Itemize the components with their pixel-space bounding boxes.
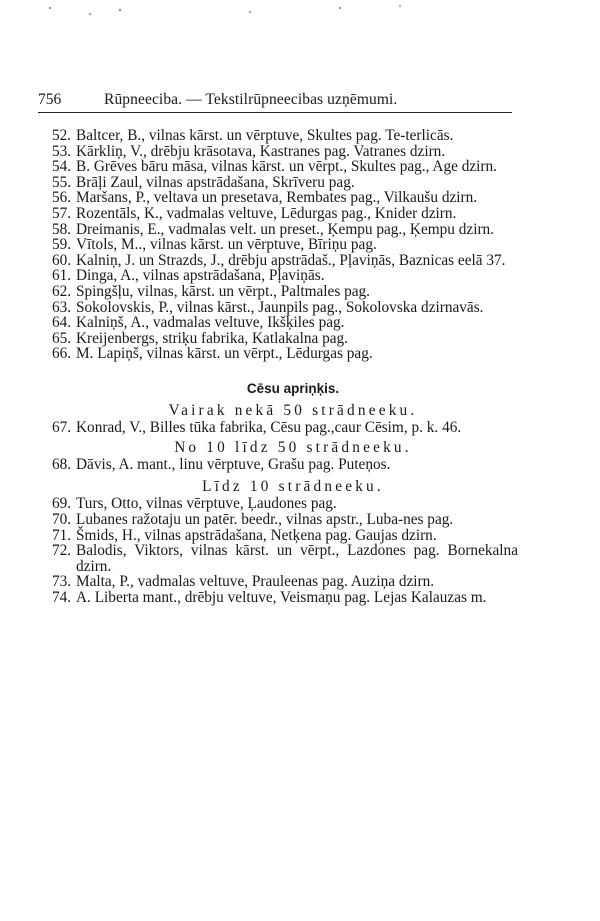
list-item [38, 346, 518, 362]
entry-number: 74. [52, 589, 72, 607]
entry-text: Kārkliņ, V., drēbju krāsotava, Kastranes pag. Vatranes dzirn. [76, 142, 446, 160]
subheading-over-50: Vairak nekā 50 strādneeku. [168, 401, 418, 419]
entry-number: 59. [52, 236, 72, 254]
entry-list-10-to-50 [38, 457, 518, 473]
entry-number: 65. [52, 329, 72, 347]
list-item [38, 512, 518, 528]
entry-number: 55. [52, 173, 72, 191]
page-number: 756 [38, 91, 62, 108]
entry-number: 56. [52, 189, 72, 207]
entry-number: 64. [52, 314, 72, 332]
entry-number: 68. [52, 456, 72, 474]
entry-number: 67. [52, 419, 72, 437]
entry-number: 61. [52, 267, 72, 285]
entry-list-up-to-10 [38, 496, 518, 605]
list-item [38, 457, 518, 473]
entry-text: B. Grēves bāru māsa, vilnas kārst. un vērpt., Skultes pag., Age dzirn. [76, 158, 498, 176]
entry-list-riga-district [38, 128, 518, 362]
entry-number: 62. [52, 282, 72, 300]
entry-text: Brāļi Zaul, vilnas apstrādašana, Skrīveru pag. [76, 173, 355, 191]
entry-text: Spingšļu, vilnas, kārst. un vērpt., Paltmales pag. [76, 282, 371, 300]
entry-number: 73. [52, 573, 72, 591]
section-heading: Cēsu apriņķis. [246, 380, 340, 396]
entry-text: Lubanes ražotaju un patēr. beedr., vilnas apstr., Luba-nes pag. [76, 511, 454, 529]
entry-text: M. Lapiņš, vilnas kārst. un vērpt., Lēdurgas pag. [76, 345, 373, 363]
page-content [38, 128, 518, 606]
entry-number: 58. [52, 220, 72, 238]
entry-text: Šmids, H., vilnas apstrādašana, Netķena pag. Gaujas dzirn. [76, 526, 437, 544]
list-item [38, 175, 518, 191]
entry-text: Turs, Otto, vilnas vērptuve, Ļaudones pag. [76, 495, 337, 513]
entry-text: Vītols, M.., vilnas kārst. un vērptuve, Bīriņu pag. [76, 236, 377, 254]
running-title: Rūpneeciba. — Tekstilrūpneecibas uzņēmumi. [104, 91, 398, 108]
list-item [38, 237, 518, 253]
list-item [38, 206, 518, 222]
list-item [38, 253, 518, 269]
list-item [38, 590, 518, 606]
list-item [38, 222, 518, 238]
entry-number: 69. [52, 495, 72, 513]
entry-text: Kalniņ, J. un Strazds, J., drēbju apstrādaš., Pļaviņās, Baznicas eelā 37. [76, 251, 506, 269]
entry-number: 70. [52, 511, 72, 529]
list-item [38, 300, 518, 316]
entry-text: Baltcer, B., vilnas kārst. un vērptuve, Skultes pag. Te-terlicās. [76, 127, 454, 144]
list-item [38, 420, 518, 436]
page-header [38, 90, 512, 113]
list-item [38, 496, 518, 512]
list-item [38, 315, 518, 331]
subheading-10-to-50: No 10 līdz 50 strādneeku. [174, 438, 412, 456]
entry-text: Kreijenbergs, striķu fabrika, Katlakalna pag. [76, 329, 348, 347]
entry-text: Malta, P., vadmalas veltuve, Prauleenas pag. Auziņa dzirn. [76, 573, 435, 591]
list-item [38, 144, 518, 160]
scan-speckle [0, 0, 600, 30]
entry-number: 71. [52, 526, 72, 544]
entry-text: Kalniņš, A., vadmalas veltuve, Ikšķiles pag. [76, 314, 345, 332]
list-item [38, 159, 518, 175]
entry-number: 72. [52, 542, 72, 560]
entry-text: Konrad, V., Billes tūka fabrika, Cēsu pag.,caur Cēsim, p. k. 46. [76, 419, 462, 437]
entry-number: 54. [52, 158, 72, 176]
entry-text: Balodis, Viktors, vilnas kārst. un vērpt., Lazdones pag. Bornekalna dzirn. [76, 542, 518, 575]
list-item [38, 543, 518, 574]
entry-number: 52. [52, 127, 72, 144]
list-item [38, 331, 518, 347]
entry-text: Dreimanis, E., vadmalas velt. un preset., Ķempu pag., Ķempu dzirn. [76, 220, 495, 238]
entry-text: Maršans, P., veltava un presetava, Rembates pag., Vilkaušu dzirn. [76, 189, 478, 207]
entry-number: 60. [52, 251, 72, 269]
list-item [38, 190, 518, 206]
list-item [38, 574, 518, 590]
entry-list-over-50 [38, 420, 518, 436]
entry-text: Rozentāls, K., vadmalas veltuve, Lēdurgas pag., Knider dzirn. [76, 204, 457, 222]
subheading-up-to-10: Līdz 10 strādneeku. [202, 477, 384, 495]
list-item [38, 284, 518, 300]
entry-number: 66. [52, 345, 72, 363]
entry-text: Dāvis, A. mant., linu vērptuve, Grašu pag. Puteņos. [76, 456, 391, 474]
entry-text: A. Liberta mant., drēbju veltuve, Veismaņu pag. Lejas Kalauzas m. [76, 589, 487, 607]
list-item [38, 268, 518, 284]
entry-number: 57. [52, 204, 72, 222]
entry-number: 53. [52, 142, 72, 160]
entry-number: 63. [52, 298, 72, 316]
entry-text: Sokolovskis, P., vilnas kārst., Jaunpils pag., Sokolovska dzirnavās. [76, 298, 484, 316]
list-item [38, 528, 518, 544]
entry-text: Dinga, A., vilnas apstrādašana, Pļaviņās. [76, 267, 325, 285]
list-item [38, 128, 518, 144]
